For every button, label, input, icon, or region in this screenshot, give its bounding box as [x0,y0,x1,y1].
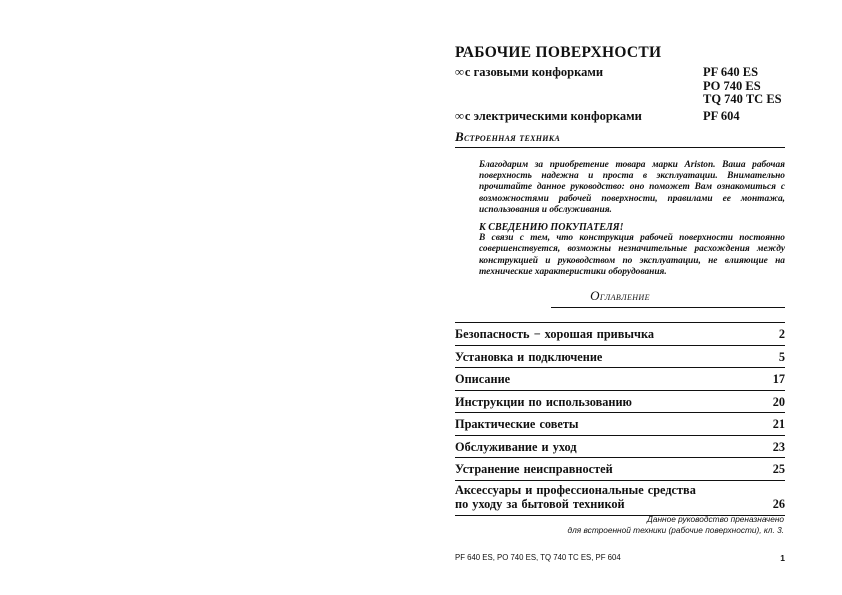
model-name: PF 604 [703,108,740,123]
notice-heading: К СВЕДЕНИЮ ПОКУПАТЕЛЯ! [479,222,624,234]
note-line: Данное руководство преназначено [647,514,784,524]
toc-item[interactable] [455,458,785,481]
page-footer [455,553,785,563]
toc-heading-rest: главление [599,291,650,304]
table-of-contents [455,322,785,516]
toc-item-page: 20 [772,394,785,409]
toc-item-page: 21 [772,417,785,432]
toc-heading [455,288,785,307]
toc-item-page: 23 [772,439,785,454]
toc-item-title: Практические советы [455,417,579,432]
toc-item-page: 2 [778,327,785,342]
electric-hobs-row [455,110,785,124]
toc-item-page: 5 [778,349,785,364]
toc-item-title: Безопасность − хорошая привычка [455,327,654,342]
toc-item[interactable] [455,481,785,516]
gas-models-list [703,66,785,107]
gas-hobs-row [455,66,785,107]
bullet-icon: ∞ [455,108,464,123]
subtitle-initial: В [455,129,464,144]
bullet-icon: ∞ [455,65,464,79]
footer-models: PF 640 ES, PO 740 ES, TQ 740 TC ES, PF 604 [455,553,621,562]
toc-item-title: Инструкции по использованию [455,394,632,409]
page-number: 1 [780,553,785,563]
toc-heading-divider [551,307,785,308]
toc-item-page: 25 [772,462,785,477]
subtitle-rest: строенная техника [463,132,561,144]
model-name: PO 740 ES [703,78,761,93]
toc-item[interactable] [455,346,785,369]
toc-item-title: Установка и подключение [455,349,603,364]
toc-item-page: 17 [772,372,785,387]
model-name: TQ 740 TC ES [703,92,782,106]
section-subtitle [455,129,785,148]
toc-item[interactable] [455,368,785,391]
toc-item[interactable] [455,436,785,459]
toc-item-title: Описание [455,372,511,387]
toc-item-title: Устранение неисправностей [455,462,613,477]
thanks-paragraph: Благодарим за приобретение товара марки Ariston. Ваша рабочая поверхность надежна и проста в эксплуатации. Внимательно прочитайте данное руководство: оно поможет Вам ознакомиться с возможностями рабочей поверхности, правилами ее монтажа, использования и обслуживания. [479,160,785,215]
intro-block [479,160,785,278]
toc-item[interactable] [455,323,785,346]
model-name: PF 640 ES [703,65,759,79]
electric-hobs-label: с электрическими конфорками [464,108,642,123]
toc-item[interactable] [455,413,785,436]
toc-item-title: Аксессуары и профессиональные средства по уходу за бытовой техникой [455,482,696,512]
toc-item-title: Обслуживание и уход [455,439,577,454]
toc-item[interactable] [455,391,785,414]
page-content [455,44,785,516]
toc-item-page: 26 [772,497,785,512]
toc-heading-initial: О [590,288,600,304]
classification-note [568,514,784,536]
note-line: для встроенной техники (рабочие поверхности), кл. 3. [567,525,784,535]
electric-models-list [703,110,785,124]
page-title: РАБОЧИЕ ПОВЕРХНОСТИ [455,44,662,61]
gas-hobs-label: с газовыми конфорками [464,65,604,79]
notice-paragraph: В связи с тем, что конструкция рабочей поверхности постоянно совершенствуется, возможны незначительные расхождения между конструкцией и руководством по эксплуатации, не влияющие на технические характеристики оборудования. [479,233,785,277]
